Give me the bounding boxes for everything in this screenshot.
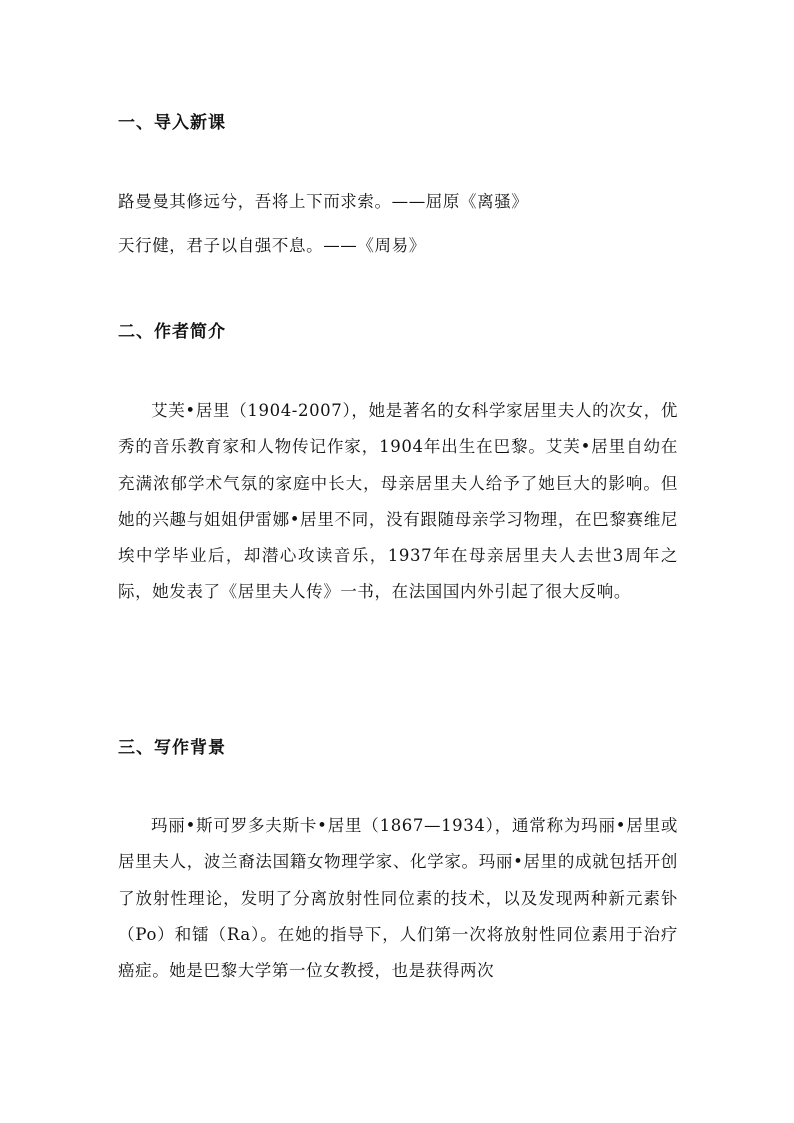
author-paragraph: 艾芙•居里（1904-2007），她是著名的女科学家居里夫人的次女，优秀的音乐教育家和人物传记作家，1904年出生在巴黎。艾芙•居里自幼在充满浓郁学术气氛的家庭中长大，母亲居里夫人给予了她巨大的影响。但她的兴趣与姐姐伊雷娜•居里不同，没有跟随母亲学习物理，在巴黎赛维尼埃中学毕业后，却潜心攻读音乐，1937年在母亲居里夫人去世3周年之际，她发表了《居里夫人传》一书，在法国国内外引起了很大反响。 [118, 401, 678, 602]
background-paragraph: 玛丽•斯可罗多夫斯卡•居里（1867—1934），通常称为玛丽•居里或居里夫人，波兰裔法国籍女物理学家、化学家。玛丽•居里的成就包括开创了放射性理论，发明了分离放射性同位素的技术，以及发现两种新元素钋（Po）和镭（Ra）。在她的指导下，人们第一次将放射性同位素用于治疗癌症。她是巴黎大学第一位女教授，也是获得两次 [118, 816, 678, 981]
quote-line-lisao: 路曼曼其修远兮，吾将上下而求索。——屈原《离骚》 [118, 192, 529, 211]
section-heading-background: 三、写作背景 [118, 738, 226, 758]
quote-line-zhouyi: 天行健，君子以自强不息。——《周易》 [118, 236, 426, 255]
section-heading-intro: 一、导入新课 [118, 113, 226, 133]
section-heading-author: 二、作者简介 [118, 322, 226, 342]
